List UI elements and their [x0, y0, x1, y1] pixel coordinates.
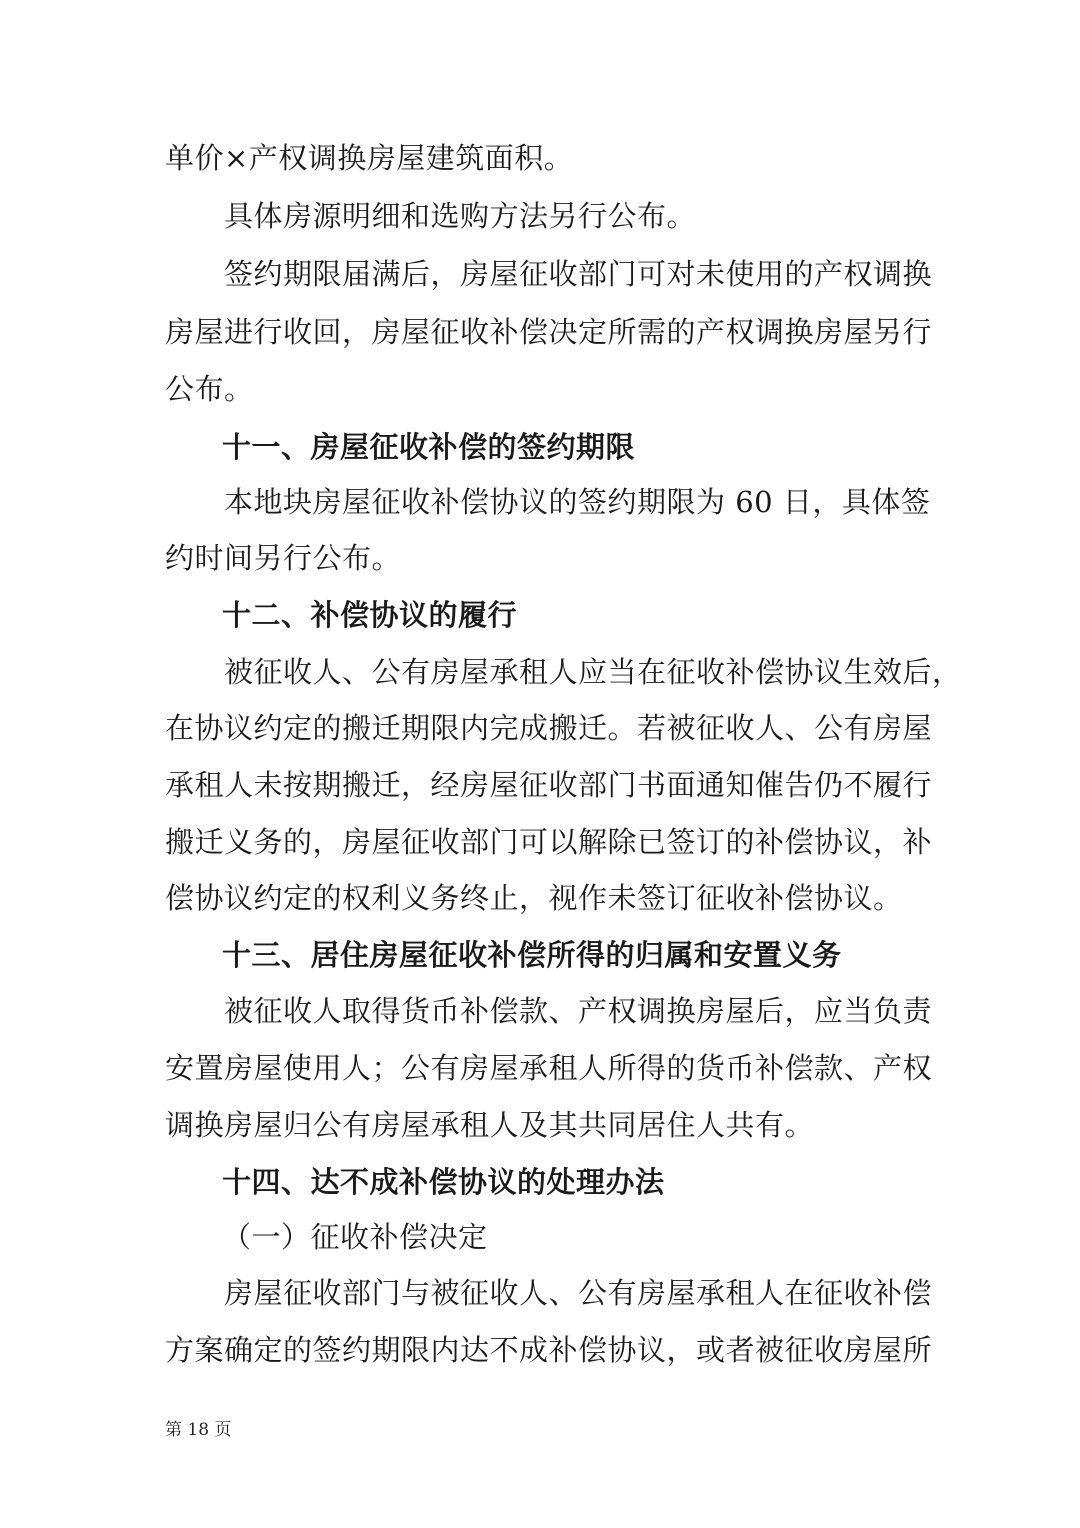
body-line: 被征收人取得货币补偿款、产权调换房屋后，应当负责	[224, 994, 933, 1028]
section-heading: 十一、房屋征收补偿的签约期限	[222, 430, 636, 464]
body-line: 公布。	[165, 372, 254, 406]
body-line: 搬迁义务的，房屋征收部门可以解除已签订的补偿协议，补	[165, 825, 933, 859]
body-line: 房屋进行收回，房屋征收补偿决定所需的产权调换房屋另行	[165, 315, 933, 349]
body-line: 调换房屋归公有房屋承租人及其共同居住人共有。	[165, 1108, 815, 1142]
body-line: 承租人未按期搬迁，经房屋征收部门书面通知催告仍不履行	[165, 768, 933, 802]
body-line: 偿协议约定的权利义务终止，视作未签订征收补偿协议。	[165, 881, 903, 915]
section-heading: 十四、达不成补偿协议的处理办法	[222, 1165, 665, 1199]
body-line: 具体房源明细和选购方法另行公布。	[224, 199, 697, 233]
page-number: 第 18 页	[165, 1420, 232, 1440]
body-line: 在协议约定的搬迁期限内完成搬迁。若被征收人、公有房屋	[165, 711, 933, 745]
body-line: 本地块房屋征收补偿协议的签约期限为 60 日，具体签	[224, 485, 931, 519]
body-line: 约时间另行公布。	[165, 541, 402, 575]
body-line: 方案确定的签约期限内达不成补偿协议，或者被征收房屋所	[165, 1333, 933, 1367]
body-line: 签约期限届满后，房屋征收部门可对未使用的产权调换	[224, 257, 933, 291]
body-line: 单价×产权调换房屋建筑面积。	[165, 141, 574, 175]
body-line: 房屋征收部门与被征收人、公有房屋承租人在征收补偿	[224, 1276, 933, 1310]
section-heading: 十二、补偿协议的履行	[222, 598, 518, 632]
subsection-heading: （一）征收补偿决定	[222, 1220, 488, 1254]
section-heading: 十三、居住房屋征收补偿所得的归属和安置义务	[222, 938, 842, 972]
body-line: 安置房屋使用人；公有房屋承租人所得的货币补偿款、产权	[165, 1051, 933, 1085]
body-line: 被征收人、公有房屋承租人应当在征收补偿协议生效后，	[224, 655, 962, 689]
